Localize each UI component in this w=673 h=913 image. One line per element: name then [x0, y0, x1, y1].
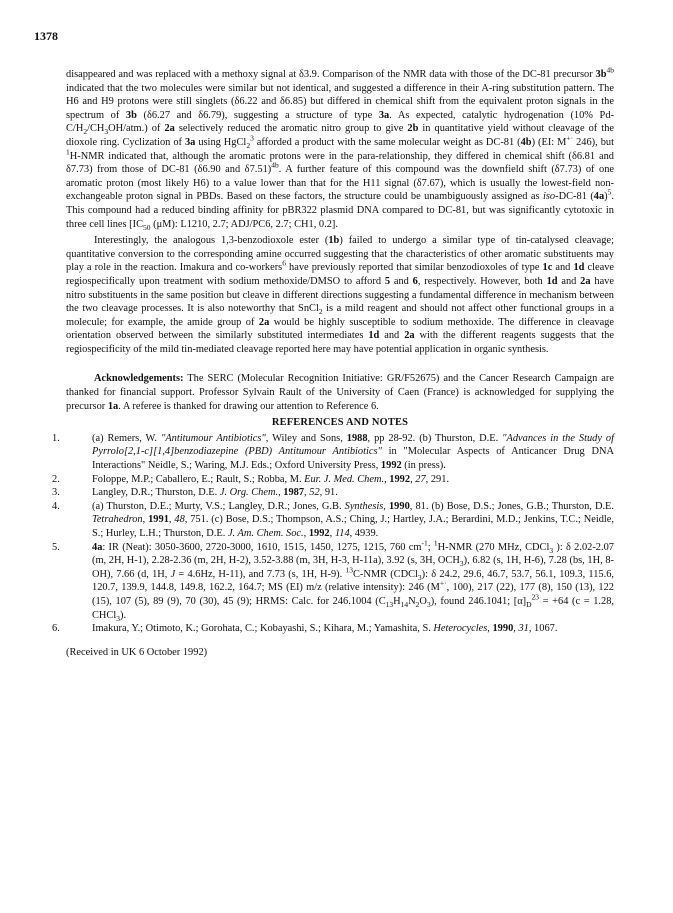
reference-item [52, 622, 614, 636]
reference-list [52, 432, 615, 636]
reference-text: Foloppe, M.P.; Caballero, E.; Rault, S.; Robba, M. Eur. J. Med. Chem., 1992, 27, 291. [92, 473, 450, 485]
reference-number: 2. [52, 473, 60, 485]
body-paragraph-1: disappeared and was replaced with a methoxy signal at δ3.9. Comparison of the NMR data with those of the DC-81 precursor $3b^{4b}$ indicated that the two molecules were similar but not identical, and suggested a difference in their A-ring substitution pattern. The H6 and H9 protons were still singlets (δ6.22 and δ6.85) but differed in chemical shift from the equivalent proton signals in the spectrum of 3b (δ6.27 and δ6.79), suggesting a structure of type 3a. As expected, catalytic hydrogenation (10% $Pd-C/H_2/CH_3OH/atm$.) of 2a selectively reduced the aromatic nitro group to give 2b in quantitative yield without cleavage of the dioxole ring. Cyclization of 3a using HgCl$_2^3$ afforded a product with the same molecular weight as DC-81 (4b) (EI: M+· 246), but $^1$H-NMR indicated that, although the aromatic protons were in the para-relationship, they differed in chemical shift (δ6.81 and δ7.73) from those of DC-81 (δ6.90 and δ7.51)$^{4b}$. A further feature of this compound was the downfield shift (δ7.73) of one aromatic proton (most likely H6) to a value lower than that for the H11 signal (δ7.67), which is usually the lowest-field non-exchangeable proton signal in PBDs. Based on these factors, the structure could be unambiguously assigned as iso-DC-81 $(4a)^5$. This compound had a reduced binding affinity for pBR322 plasmid DNA compared to DC-81, but was significantly cytotoxic in three cell lines [$IC_{50}$ (μM): L1210, 2.7; ADJ/PC6, 2.7; CH1, 0.2]. [66, 65, 615, 232]
body-paragraph-2: Interestingly, the analogous 1,3-benzodioxole ester (1b) failed to undergo a similar type of tin-catalysed cleavage; quantitative conversion to the corresponding amine occurred suggesting that the characteristics of other aromatic substituents may play a role in the reaction. Imakura and co-workers$^6$ have previously reported that similar benzodioxoles of type 1c and 1d cleave regiospecifically upon treatment with sodium methoxide/DMSO to afford 5 and 6, respectively. However, both 1d and 2a have nitro substituents in the same position but cleave in different directions suggesting a fundamental difference in mechanism between the two cleavage processes. It is also noteworthy that SnCl$_2$ is a mild reagent and should not affect other functional groups in a molecule; for example, the amide group of 2a would be highly susceptible to sodium methoxide. The difference in cleavage orientation observed between the similarly substituted intermediates 1d and 2a with the different reagents suggests that the regiospecificity of the mild tin-mediated cleavage reported here may have potential application in organic synthesis. [66, 235, 615, 355]
reference-number: 3. [52, 487, 60, 499]
reference-number: 4. [52, 500, 60, 512]
reference-number: 6. [52, 623, 60, 635]
reference-text: (a) Remers, W. "Antitumour Antibiotics", Wiley and Sons, 1988, pp 28-92. (b) Thurston, D.E. "Advances in the Study of Pyrrolo[2,1-c][1,4]benzodiazepine (PBD) Antitumour Antibiotics" in "Molecular Aspects of Anticancer Drug DNA Interactions" Neidle, S.; Waring, M.J. Eds.; Oxford University Press, 1992 (in press). [92, 432, 614, 472]
reference-item [52, 538, 615, 623]
reference-item [52, 486, 614, 500]
reference-number: 1. [52, 432, 60, 444]
reference-text: Langley, D.R.; Thurston, D.E. J. Org. Chem., 1987, 52, 91. [92, 487, 338, 499]
received-date: (Received in UK 6 October 1992) [66, 646, 208, 658]
reference-text: Imakura, Y.; Otimoto, K.; Gorohata, C.; Kobayashi, S.; Kihara, M.; Yamashita, S. Heterocycles, 1990, 31, 1067. [92, 623, 558, 635]
reference-item [52, 500, 615, 541]
reference-text: (a) Thurston, D.E.; Murty, V.S.; Langley, D.R.; Jones, G.B. Synthesis, 1990, 81. (b) Bose, D.S.; Jones, G.B.; Thurston, D.E. Tetrahedron, 1991, 48, 751. (c) Bose, D.S.; Thompson, A.S.; Ching, J.; Hartley, J.A.; Berardini, M.D.; Jenkins, T.C.; Neidle, S.; Hurley, L.H.; Thurston, D.E. J. Am. Chem. Soc., 1992, 114, 4939. [92, 500, 615, 539]
article-body [52, 65, 615, 659]
reference-text: 4a: IR (Neat): 3050-3600, 2720-3000, 1610, 1515, 1450, 1275, 1215, 760 $cm^{-1}$; $^1$H-NMR (270 MHz, CDCl$_3$ ): δ 2.02-2.07 (m, 2H, H-1), 2.28-2.36 (m, 2H, H-2), 3.52-3.88 (m, 3H, H-3, H-11a), 3.92 (s, 3H, $OCH_3$), 6.82 (s, 1H, H-6), 7.28 (bs, 1H, 8-OH), 7.66 (d, 1H, J = 4.6Hz, H-11), and 7.73 (s, 1H, H-9). $^{13}$C-NMR (CDCl$_3$): δ 24.2, 29.6, 46.7, 53.7, 56.1, 109.3, 115.6, 120.7, 139.9, 144.8, 149.8, 162.2, 164.7; MS (EI) m/z (relative intensity): 246 (M+·, 100), 217 (22), 177 (8), 150 (13), 122 (15), 107 (5), 89 (9), 70 (30), 45 (9); HRMS: Calc. for 246.1004 $(C_{13}H_{14}N_2O_3)$, found 246.1041; $[\alpha]_D^{23} = +64$ (c = 1.28, CHCl$_3$). [92, 538, 615, 623]
reference-item [52, 432, 614, 473]
acknowledgements: Acknowledgements: The SERC (Molecular Recognition Initiative: GR/F52675) and the Cancer Research Campaign are thanked for financial support. Professor Sylvain Rault of the University of Caen (France) is acknowledged for supplying the precursor 1a. A referee is thanked for drawing our attention to Reference 6. [66, 373, 614, 412]
page-number: 1378 [34, 29, 58, 43]
references-heading: REFERENCES AND NOTES [271, 417, 409, 429]
reference-number: 5. [52, 541, 60, 553]
reference-item [52, 473, 614, 487]
